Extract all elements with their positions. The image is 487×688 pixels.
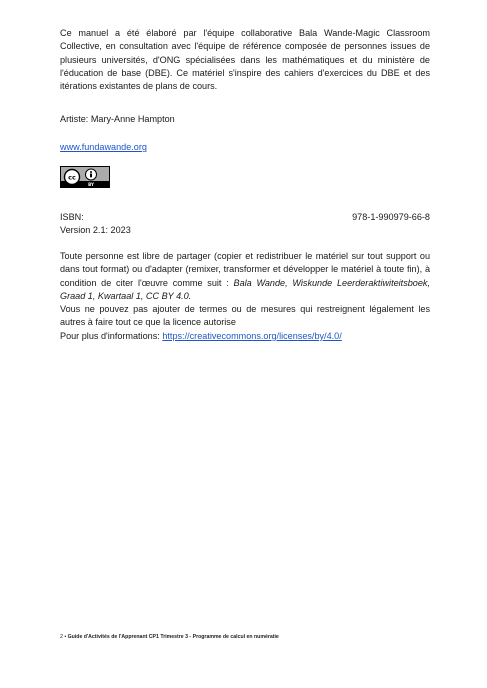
license-text-part2: Vous ne pouvez pas ajouter de termes ou de mesures qui restreignent légalement les autres à faire tout ce que la licence autorise xyxy=(60,304,430,328)
by-text: BY xyxy=(88,182,94,187)
footer-bullet: • xyxy=(64,634,67,640)
license-text-part1: Toute personne est libre de partager (copier et redistribuer le matériel sur tout support ou dans tout format) ou d'adapter (remixer, transformer et développer le matériel à toute fin), à condition de citer l'œuvre comme suit : xyxy=(60,251,430,288)
artist-credit: Artiste: Mary-Anne Hampton xyxy=(60,114,175,124)
license-citation: Bala Wande, Wiskunde Leerderaktiwiteitsboek, Graad 1, Kwartaal 1, CC BY 4.0. xyxy=(60,277,430,301)
isbn-value: 978-1-990979-66-8 xyxy=(352,212,430,222)
page-number: 2 xyxy=(60,634,63,640)
version-text: Version 2.1: 2023 xyxy=(60,225,131,235)
cc-text: cc xyxy=(68,173,76,182)
license-link[interactable]: https://creativecommons.org/licenses/by/4.0/ xyxy=(162,331,342,341)
isbn-label: ISBN: xyxy=(60,212,84,222)
more-info-label: Pour plus d'informations: xyxy=(60,331,163,341)
more-info-line xyxy=(60,330,430,343)
isbn-row xyxy=(60,211,430,224)
license-paragraph xyxy=(60,250,430,330)
footer-title: Guide d'Activités de l'Apprenant CP1 Trimestre 3 - Programme de calcul en numératie xyxy=(67,634,279,640)
page-footer xyxy=(60,634,279,641)
website-link[interactable]: www.fundawande.org xyxy=(60,142,147,152)
intro-paragraph: Ce manuel a été élaboré par l'équipe collaborative Bala Wande-Magic Classroom Collective, en consultation avec l'équipe de référence composée de personnes issues de plusieurs universités, d'ONG spécialisées dans les mathématiques et du ministère de l'éducation de base (DBE). Ce matériel s'inspire des cahiers d'exercices du DBE et des itérations existantes de plans de cours. xyxy=(60,28,430,92)
creative-commons-by-icon[interactable] xyxy=(60,166,110,188)
